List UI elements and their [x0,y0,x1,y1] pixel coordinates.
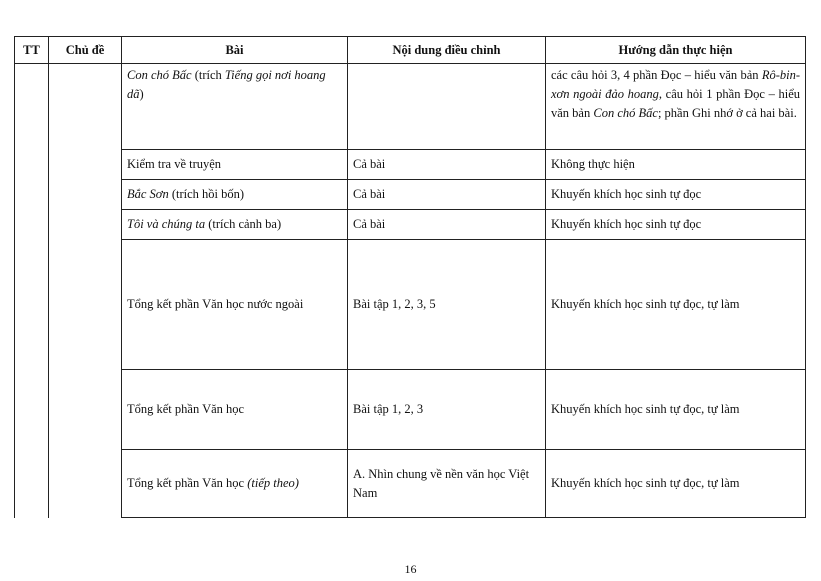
content-cell: Cả bài [348,150,546,180]
table-row [15,180,806,210]
header-guide: Hướng dẫn thực hiện [546,37,806,64]
table-row [15,64,806,150]
guide-cell: Khuyến khích học sinh tự đọc [546,180,806,210]
content-cell: A. Nhìn chung về nền văn học Việt Nam [348,450,546,518]
guide-cell: Khuyến khích học sinh tự đọc, tự làm [546,370,806,450]
content-cell: Cả bài [348,180,546,210]
guide-cell: Khuyến khích học sinh tự đọc, tự làm [546,240,806,370]
lesson-cell: Con chó Bấc (trích Tiếng gọi nơi hoang dã) [122,64,348,150]
lesson-cell: Tổng kết phần Văn học nước ngoài [122,240,348,370]
curriculum-table [14,36,806,518]
lesson-cell: Tổng kết phần Văn học [122,370,348,450]
table-row [15,450,806,518]
guide-cell: Khuyến khích học sinh tự đọc [546,210,806,240]
guide-cell: Không thực hiện [546,150,806,180]
table-header-row [15,37,806,64]
content-cell: Cả bài [348,210,546,240]
table-row [15,210,806,240]
header-tt: TT [15,37,49,64]
header-content: Nội dung điều chỉnh [348,37,546,64]
header-lesson: Bài [122,37,348,64]
lesson-cell: Tôi và chúng ta (trích cảnh ba) [122,210,348,240]
topic-cell [49,64,122,518]
guide-cell: Khuyến khích học sinh tự đọc, tự làm [546,450,806,518]
lesson-cell: Tổng kết phần Văn học (tiếp theo) [122,450,348,518]
guide-cell: các câu hỏi 3, 4 phần Đọc – hiểu văn bản Rô-bin- xơn ngoài đảo hoang, câu hỏi 1 phần Đọc – hiểu văn bản Con chó Bấc; phần Ghi nhớ ở cả hai bài. [546,64,806,150]
content-cell [348,64,546,150]
table-row [15,240,806,370]
header-topic: Chủ đề [49,37,122,64]
lesson-cell: Bắc Sơn (trích hồi bốn) [122,180,348,210]
table-row [15,150,806,180]
content-cell: Bài tập 1, 2, 3 [348,370,546,450]
table-row [15,370,806,450]
lesson-cell: Kiểm tra về truyện [122,150,348,180]
tt-cell [15,64,49,518]
page-number: 16 [404,562,417,576]
content-cell: Bài tập 1, 2, 3, 5 [348,240,546,370]
